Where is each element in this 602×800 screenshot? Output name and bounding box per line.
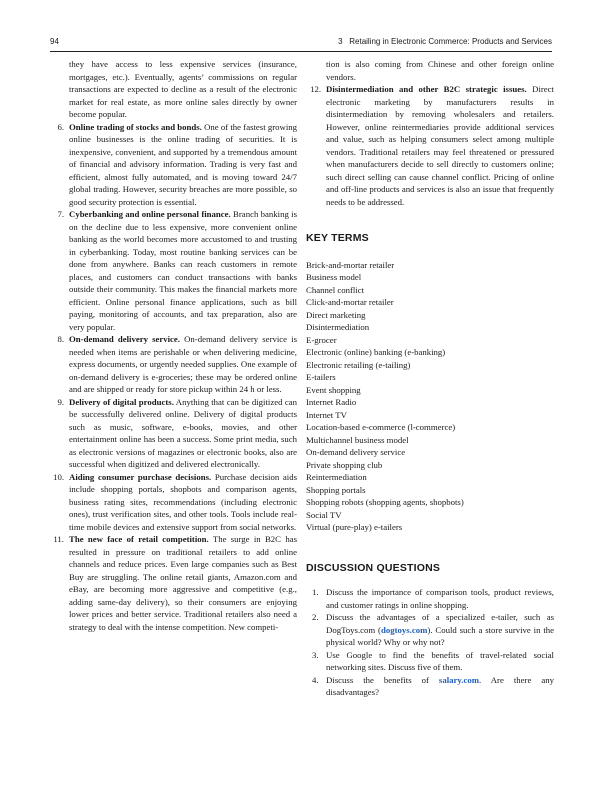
discussion-questions-heading: DISCUSSION QUESTIONS xyxy=(306,561,441,574)
item-number: 11. xyxy=(53,534,64,544)
list-item-7 xyxy=(49,208,297,333)
question-number: 4. xyxy=(312,674,319,685)
header-rule xyxy=(50,51,552,52)
item-text: Direct electronic marketing by manufacturers results in disintermediation by removing wholesalers and retailers. However, online reintermediaries provide additional services and value, such as helping consumers select among multiple vendors. Traditional retailers may feel threatened or pressured when manufacturers decide to sell directly to customers online; such direct selling can cause channel conflict. Pricing of online and off-line products and services is also an issue that frequently needs to be addressed. xyxy=(326,84,554,207)
right-column xyxy=(306,58,554,699)
key-term: Channel conflict xyxy=(306,284,365,295)
key-term: Business model xyxy=(306,272,362,282)
item-number: 8. xyxy=(57,334,64,344)
question-number: 2. xyxy=(312,612,319,622)
list-item-6 xyxy=(49,121,297,209)
item-title: Aiding consumer purchase decisions. xyxy=(69,471,212,482)
list-item-12 xyxy=(306,83,554,208)
key-terms-heading: KEY TERMS xyxy=(306,232,369,244)
item-title: Disintermediation and other B2C strategic issues. xyxy=(326,84,527,94)
key-term: Multichannel business model xyxy=(306,434,409,445)
item-text: Anything that can be digitized can be successfully delivered online. Delivery of digital products such as music, software, e-books, movies, and other entertainment online has been a success. Some print media, such as electronic versions of magazines or electronic books, also are successful when digitized and delivered electronically. xyxy=(69,396,297,469)
question-text: Use Google to find the benefits of travel-related social networking sites. Discuss five of them. xyxy=(326,649,554,672)
key-term: Direct marketing xyxy=(306,309,366,320)
item-title: Cyberbanking and online personal finance. xyxy=(69,209,231,219)
item-text: Purchase decision aids include shopping portals, shopbots and comparison agents, business rating sites, recommendations (including electronic ones), trust verification sites, and other tools. Tools include real-time mobile devices and extensive support from social networks. xyxy=(69,471,297,532)
key-term: Social TV xyxy=(306,509,342,520)
list-item-10 xyxy=(49,471,297,534)
item-text: One of the fastest growing online businesses is the online trading of securities. It is inexpensive, convenient, and supported by a tremendous amount of financial and advisory information. Trading is very fast and efficient, almost fully automated, and is moving toward 24/7 global trading. However, security breaches are more possible, so good security protection is essential. xyxy=(69,121,298,207)
list-item-8 xyxy=(49,333,297,396)
key-term: Brick-and-mortar retailer xyxy=(306,259,395,270)
item-number: 7. xyxy=(57,209,64,219)
question-3 xyxy=(306,649,554,674)
item-number: 12. xyxy=(310,84,321,94)
question-1 xyxy=(306,586,554,611)
item-title: Online trading of stocks and bonds. xyxy=(69,121,202,132)
page-header xyxy=(50,37,552,51)
item-text: On-demand delivery service is needed when items are perishable or when delivering medicine, express documents, or urgently needed supplies. One example of on-demand delivery is e-groceries; these may be ordered online and are shipped or ready for store pickup within 24 h or less. xyxy=(69,334,297,394)
list-item-9 xyxy=(49,396,297,471)
key-term: Click-and-mortar retailer xyxy=(306,297,394,307)
item-title: On-demand delivery service. xyxy=(69,334,180,344)
key-term: Internet TV xyxy=(306,409,347,420)
item-number: 6. xyxy=(57,121,64,132)
question-text-start: Discuss the benefits of xyxy=(326,674,439,685)
key-term: On-demand delivery service xyxy=(306,447,406,457)
key-term: Shopping portals xyxy=(306,484,366,495)
key-term: Disintermediation xyxy=(306,322,370,332)
key-term: Virtual (pure-play) e-tailers xyxy=(306,522,403,532)
key-term: Private shopping club xyxy=(306,459,383,470)
key-term: Event shopping xyxy=(306,384,361,395)
salary-link[interactable]: salary.com xyxy=(438,674,480,685)
item-title: The new face of retail competition. xyxy=(69,534,209,544)
paragraph-continuation: tion is also coming from Chinese and other foreign online vendors. xyxy=(326,59,554,82)
question-number: 3. xyxy=(312,649,319,660)
question-text-end: ). Could such a store survive in the physical world? Why or why not? xyxy=(326,624,555,647)
list-item-11 xyxy=(49,533,297,633)
question-text-start: Discuss the advantages of a specialized e-tailer, such as DogToys.com ( xyxy=(326,612,554,635)
left-column xyxy=(49,58,297,633)
key-term: Location-based e-commerce (l-commerce) xyxy=(306,422,456,432)
question-4 xyxy=(306,674,554,699)
item-text: The surge in B2C has resulted in pressure on traditional retailers to add online channels and reduce prices. Even large companies such as Best Buy are struggling. The online retail giants, Amazon.com and eBay, are becoming more aggressive and competitive (e.g., adding same-day delivery), so their consumers are enjoying lower prices and better service. Traditional retailers also need a strategy to deal with the intense competition. New competi- xyxy=(69,534,297,632)
key-term: Electronic retailing (e-tailing) xyxy=(306,359,411,370)
question-text: Discuss the importance of comparison tools, product reviews, and customer ratings in online shopping. xyxy=(326,587,554,610)
key-terms-list xyxy=(306,259,554,534)
key-term: E-grocer xyxy=(306,334,337,345)
key-term: Electronic (online) banking (e-banking) xyxy=(306,347,446,357)
item-title: Delivery of digital products. xyxy=(69,396,174,407)
key-term: Shopping robots (shopping agents, shopbots) xyxy=(306,497,464,507)
question-text-end: . Are there any disadvantages? xyxy=(326,674,554,697)
key-term: Internet Radio xyxy=(306,397,357,407)
dogtoys-link[interactable]: dogtoys.com xyxy=(380,624,428,635)
running-chapter-title: 3 Retailing in Electronic Commerce: Products and Services xyxy=(338,37,552,46)
paragraph-continuation: they have access to less expensive services (insurance, mortgages, etc.). Eventually, agents’ commissions on regular transactions are expected to decline as a result of the electronic market for real estate, as more online sales directly by owner become popular. xyxy=(69,59,297,119)
question-number: 1. xyxy=(312,587,319,597)
key-term: E-tailers xyxy=(306,372,336,382)
item-text: Branch banking is on the decline due to less expensive, more convenient online banking as the world becomes more accustomed to and trusting in cyberbanking. Today, most routine banking services can be done from anywhere. Banks can reach customers in remote places, and customers can conduct transactions with banks outside their community. This makes the financial markets more efficient. Online personal finance applications, such as bill paying, monitoring of accounts, and tax preparation, also are very popular. xyxy=(69,209,297,332)
item-number: 9. xyxy=(57,396,64,407)
key-term: Reintermediation xyxy=(306,472,367,482)
page-number: 94 xyxy=(50,37,59,46)
item-number: 10. xyxy=(53,471,64,482)
question-2 xyxy=(306,611,554,649)
